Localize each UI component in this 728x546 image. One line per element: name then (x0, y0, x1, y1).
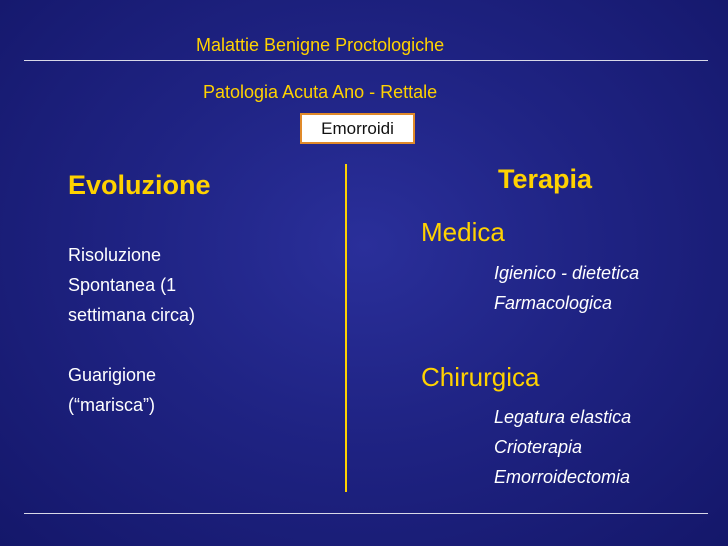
section-title-chirurgica: Chirurgica (421, 362, 540, 392)
therapy-item: Crioterapia (494, 437, 583, 457)
top-divider (24, 60, 708, 61)
left-line-spacer (68, 330, 195, 360)
therapy-item: Igienico - dietetica (494, 263, 640, 283)
bottom-divider (24, 513, 708, 514)
column-divider (345, 164, 347, 492)
left-line: settimana circa) (68, 305, 196, 325)
left-line: Spontanea (1 (68, 275, 177, 295)
right-heading: Terapia (498, 164, 593, 194)
left-line: Guarigione (68, 365, 157, 385)
section-title-medica: Medica (421, 217, 505, 247)
slide-title: Malattie Benigne Proctologiche (196, 35, 445, 55)
slide-subtitle: Patologia Acuta Ano - Rettale (203, 82, 438, 102)
left-heading: Evoluzione (68, 170, 211, 200)
therapy-item: Emorroidectomia (494, 467, 631, 487)
topic-badge: Emorroidi (300, 113, 415, 144)
left-line: (“marisca”) (68, 395, 155, 415)
left-line: Risoluzione (68, 245, 162, 265)
therapy-item: Farmacologica (494, 293, 613, 313)
left-text-block (68, 240, 195, 420)
medica-items (494, 258, 639, 318)
therapy-item: Legatura elastica (494, 407, 632, 427)
chirurgica-items (494, 402, 631, 492)
